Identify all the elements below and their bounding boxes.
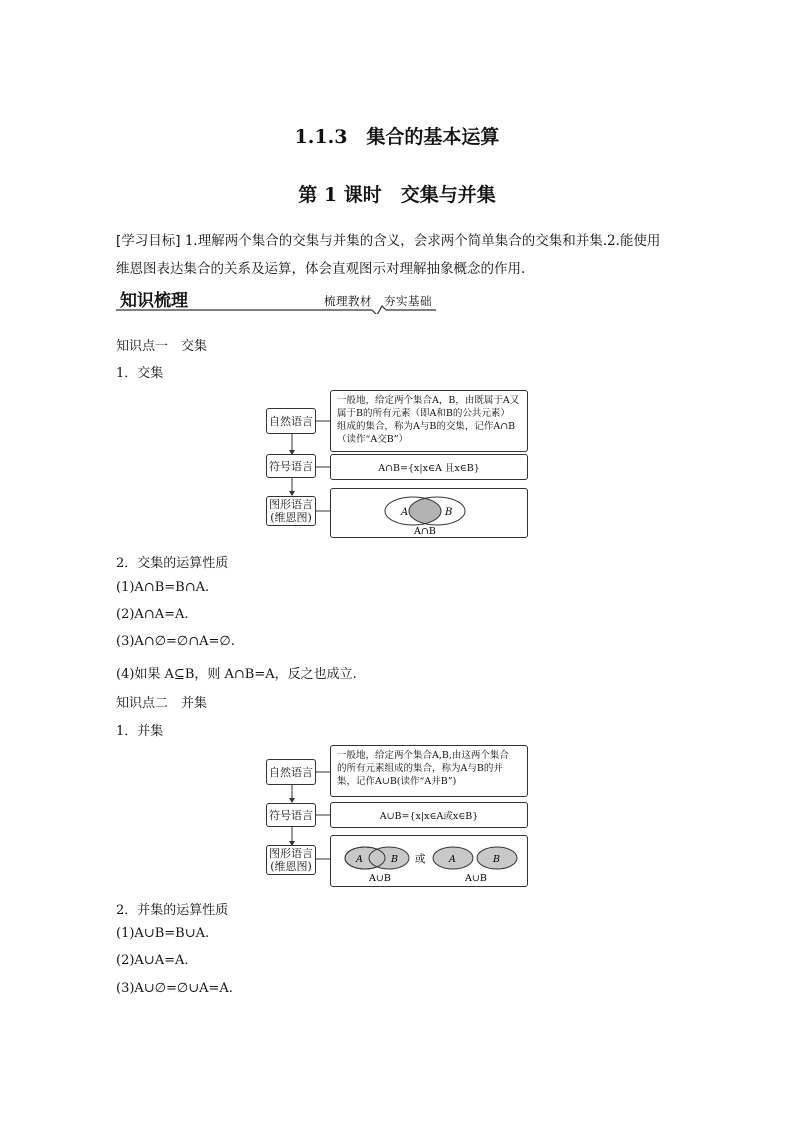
section-title: 知识梳理 [120, 291, 188, 311]
venn-union-label-a: A [356, 854, 363, 865]
venn-union-caption-2: A∪B [465, 873, 487, 884]
union-diagram [260, 745, 532, 887]
kp1-prop-2: (2)A∩A=A. [116, 607, 189, 622]
natural-language-label-2: 自然语言 [266, 759, 316, 785]
symbol-language-label: 符号语言 [266, 454, 316, 478]
venn-label-b: B [445, 507, 453, 518]
venn-caption: A∩B [414, 526, 436, 537]
kp2-prop-1: (1)A∪B=B∪A. [116, 926, 210, 941]
lesson-title: 第 1 课时 交集与并集 [298, 184, 496, 206]
kp1-prop-3: (3)A∩∅=∅∩A=∅. [116, 634, 235, 649]
natural-language-label: 自然语言 [266, 408, 316, 434]
venn-intersection [331, 489, 527, 537]
venn-union-set-b [369, 847, 409, 869]
intersection-diagram [260, 390, 532, 540]
kp2-sub1: 1．并集 [116, 724, 164, 739]
venn-union-caption-1: A∪B [369, 873, 391, 884]
kp1-sub1: 1．交集 [116, 366, 164, 381]
venn-label-a: A [401, 507, 409, 518]
venn-union-label-b: B [391, 854, 398, 865]
section-band-line [116, 284, 438, 314]
graph-language-label-2: 图形语言 (维恩图) [266, 845, 316, 875]
kp1-heading: 知识点一 交集 [116, 339, 208, 354]
kp1-sub2: 2．交集的运算性质 [116, 556, 229, 571]
graph-language-label: 图形语言 (维恩图) [266, 496, 316, 526]
natural-language-text-2: 一般地，给定两个集合A,B,由这两个集合 的所有元素组成的集合，称为A与B的并 集，记作A∪B(读作“A并B”) [330, 745, 528, 797]
symbol-language-text-2: A∪B={x|x∈A或x∈B} [330, 802, 528, 828]
venn-union [331, 836, 527, 886]
kp2-prop-3: (3)A∪∅=∅∪A=A. [116, 981, 233, 996]
kp1-prop-4: (4)如果 A⊆B，则 A∩B=A，反之也成立. [116, 667, 357, 682]
kp2-sub2: 2．并集的运算性质 [116, 903, 229, 918]
venn-or-text: 或 [415, 853, 426, 865]
objectives-line-1: [学习目标] 1.理解两个集合的交集与并集的含义，会求两个简单集合的交集和并集.2.能使用 [116, 233, 661, 249]
objectives-tag: [学习目标] [116, 233, 181, 249]
venn-box-union [330, 835, 528, 887]
kp2-heading: 知识点二 并集 [116, 696, 208, 711]
symbol-language-label-2: 符号语言 [266, 803, 316, 827]
learning-objectives [116, 227, 686, 283]
page-title: 1.1.3 集合的基本运算 [294, 126, 500, 148]
venn-box-intersection [330, 488, 528, 538]
symbol-language-text: A∩B={x|x∈A 且x∈B} [330, 454, 528, 480]
kp1-prop-1: (1)A∩B=B∩A. [116, 580, 210, 595]
venn-disjoint-label-a: A [449, 854, 456, 865]
objectives-line-2: 维恩图表达集合的关系及运算，体会直观图示对理解抽象概念的作用. [116, 261, 526, 277]
natural-language-text: 一般地，给定两个集合A，B，由既属于A又 属于B的所有元素（即A和B的公共元素） 组成的集合，称为A与B的交集，记作A∩B （读作“A交B”） [330, 390, 528, 452]
section-band [116, 284, 438, 314]
section-subtitle: 梳理教材 夯实基础 [324, 294, 432, 308]
venn-disjoint-label-b: B [493, 854, 500, 865]
kp2-prop-2: (2)A∪A=A. [116, 953, 189, 968]
